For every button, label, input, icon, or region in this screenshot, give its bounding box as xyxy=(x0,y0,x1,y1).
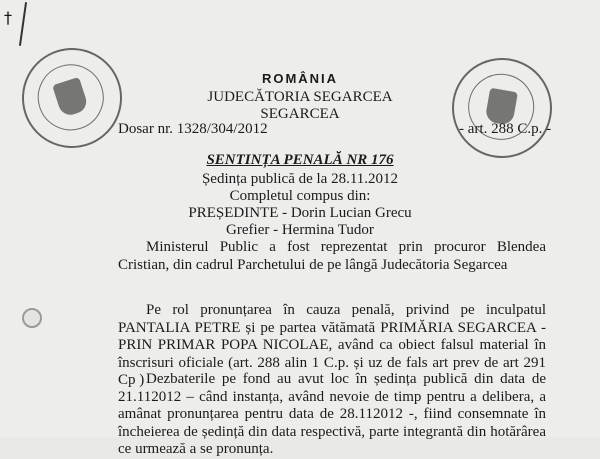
margin-mark: † xyxy=(4,8,12,27)
country-heading: ROMÂNIA xyxy=(261,71,339,86)
sentence-title: SENTINȚA PENALĂ NR 176 xyxy=(206,152,394,168)
debates-paragraph: Dezbaterile pe fond au avut loc în ședința publică din data de 21.112012 – când instanța, având nevoie de timp pentru a delibera, a amânat pronunțarea pentru data de 28.112012 -, fiind consemnate în încheierea de ședință din data respectivă, parte integrantă din hotărârea ce urmează a se pronunța. xyxy=(118,371,546,457)
court-heading: JUDECĂTORIA SEGARCEA xyxy=(207,89,393,105)
prosecutor-paragraph: Ministerul Public a fost reprezentat prin procuror Blendea Cristian, din cadrul Parchetului de pe lângă Judecătoria Segarcea xyxy=(118,239,546,273)
panel-intro: Completul compus din: xyxy=(229,188,371,204)
case-article: - art. 288 C.p. - xyxy=(459,121,552,137)
president-line: PREȘEDINTE - Dorin Lucian Grecu xyxy=(188,205,412,221)
session-line: Ședința publică de la 28.11.2012 xyxy=(201,171,399,187)
case-paragraph: Pe rol pronunțarea în cauza penală, privind pe inculpatul PANTALIA PETRE și pe partea vătămată PRIMĂRIA SEGARCEA - PRIN PRIMAR POPA NICOLAE, având ca obiect falsul material în înscrisuri oficiale (art. 288 alin 1 C.p. și uz de fals art prev de art 291 Cp ) xyxy=(118,302,546,388)
margin-stroke xyxy=(19,2,27,46)
case-number: Dosar nr. 1328/304/2012 xyxy=(118,121,268,137)
city-heading: SEGARCEA xyxy=(260,106,340,122)
punch-hole xyxy=(22,308,42,328)
clerk-line: Grefier - Hermina Tudor xyxy=(226,222,374,238)
